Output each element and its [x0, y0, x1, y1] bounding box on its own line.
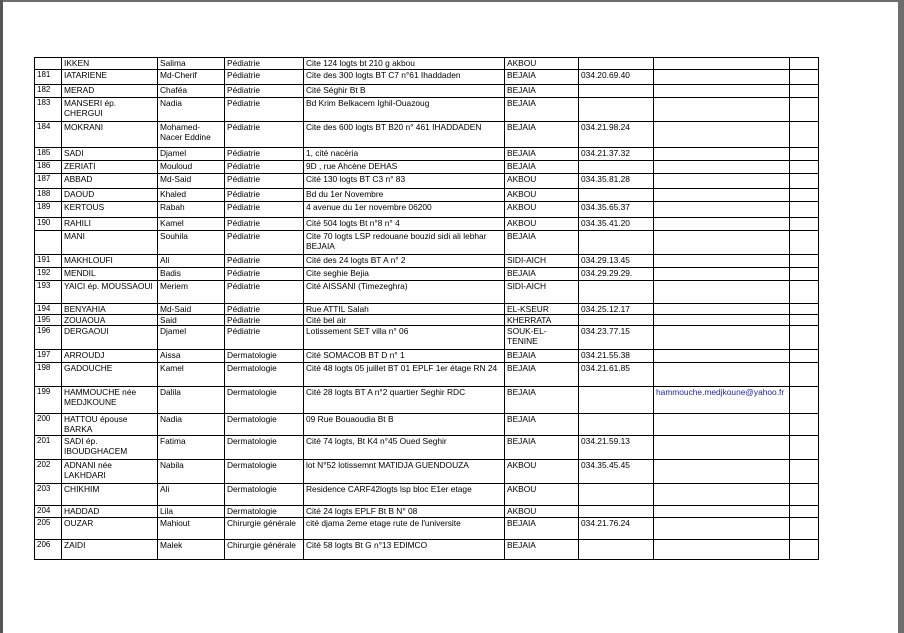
cell-extra — [790, 315, 819, 326]
cell-city: AKBOU — [505, 189, 579, 202]
cell-phone: 034.29.13.45 — [579, 255, 654, 268]
cell-email — [654, 85, 790, 98]
cell-num: 181 — [35, 70, 62, 85]
cell-first-name: Ali — [158, 255, 225, 268]
cell-num: 183 — [35, 98, 62, 122]
cell-email — [654, 202, 790, 218]
cell-email — [654, 506, 790, 518]
cell-email — [654, 326, 790, 350]
cell-city: BEJAIA — [505, 350, 579, 363]
cell-phone: 034.21.61.85 — [579, 363, 654, 387]
cell-address: Bd Krim Belkacem Ighil-Ouazoug — [304, 98, 505, 122]
table-row — [35, 484, 819, 506]
cell-extra — [790, 436, 819, 460]
table-row — [35, 540, 819, 560]
cell-address: Cité des 24 logts BT A n° 2 — [304, 255, 505, 268]
cell-address: Cité 28 logts BT A n°2 quartier Seghir RDC — [304, 387, 505, 414]
cell-extra — [790, 387, 819, 414]
window-left-border — [0, 0, 3, 633]
cell-specialty: Dermatologie — [225, 460, 304, 484]
cell-num: 205 — [35, 518, 62, 540]
table-row — [35, 174, 819, 189]
cell-first-name: Chaféa — [158, 85, 225, 98]
cell-address: Cité 130 logts BT C3 n° 83 — [304, 174, 505, 189]
cell-name: MOKRANI — [62, 122, 158, 148]
cell-email — [654, 58, 790, 70]
cell-first-name: Ali — [158, 484, 225, 506]
cell-first-name: Nadia — [158, 98, 225, 122]
cell-phone: 034.21.55.38 — [579, 350, 654, 363]
cell-specialty: Pédiatrie — [225, 268, 304, 281]
cell-email — [654, 436, 790, 460]
cell-extra — [790, 174, 819, 189]
cell-name: YAICI ép. MOUSSAOUI — [62, 281, 158, 304]
cell-email — [654, 304, 790, 315]
cell-city: AKBOU — [505, 58, 579, 70]
cell-num: 193 — [35, 281, 62, 304]
cell-city: BEJAIA — [505, 387, 579, 414]
cell-specialty: Pédiatrie — [225, 98, 304, 122]
cell-first-name: Rabah — [158, 202, 225, 218]
cell-num — [35, 231, 62, 255]
cell-address: Cite seghie Bejia — [304, 268, 505, 281]
cell-first-name: Souhila — [158, 231, 225, 255]
cell-specialty: Dermatologie — [225, 436, 304, 460]
cell-first-name: Djamel — [158, 148, 225, 161]
cell-first-name: Md-Said — [158, 174, 225, 189]
cell-first-name: Mouloud — [158, 161, 225, 174]
cell-name: MERAD — [62, 85, 158, 98]
table-row — [35, 202, 819, 218]
cell-name: ZOUAOUA — [62, 315, 158, 326]
cell-first-name: Salima — [158, 58, 225, 70]
cell-first-name: Kamel — [158, 218, 225, 231]
cell-name: BENYAHIA — [62, 304, 158, 315]
cell-extra — [790, 363, 819, 387]
table-row — [35, 350, 819, 363]
cell-specialty: Pédiatrie — [225, 70, 304, 85]
cell-specialty: Dermatologie — [225, 363, 304, 387]
cell-first-name: Said — [158, 315, 225, 326]
cell-num: 182 — [35, 85, 62, 98]
cell-first-name: Mohamed-Nacer Eddine — [158, 122, 225, 148]
cell-phone: 034.20.69.40 — [579, 70, 654, 85]
cell-extra — [790, 518, 819, 540]
window-top-border — [0, 0, 904, 2]
cell-name: HATTOU épouse BARKA — [62, 414, 158, 436]
table-row — [35, 414, 819, 436]
cell-email — [654, 189, 790, 202]
cell-city: AKBOU — [505, 460, 579, 484]
cell-city: BEJAIA — [505, 231, 579, 255]
cell-phone — [579, 414, 654, 436]
cell-extra — [790, 58, 819, 70]
cell-num: 204 — [35, 506, 62, 518]
cell-city: KHERRATA — [505, 315, 579, 326]
cell-address: Cite 124 logts bt 210 g akbou — [304, 58, 505, 70]
cell-address: 4 avenue du 1er novembre 06200 — [304, 202, 505, 218]
cell-name: MANSERI ép. CHERGUI — [62, 98, 158, 122]
cell-specialty: Pédiatrie — [225, 281, 304, 304]
cell-num: 188 — [35, 189, 62, 202]
cell-first-name: Lila — [158, 506, 225, 518]
cell-extra — [790, 255, 819, 268]
cell-phone — [579, 231, 654, 255]
cell-address: 09 Rue Bouaoudia Bt B — [304, 414, 505, 436]
cell-extra — [790, 122, 819, 148]
cell-specialty: Dermatologie — [225, 484, 304, 506]
doctors-table — [34, 57, 819, 560]
cell-city: SOUK-EL-TENINE — [505, 326, 579, 350]
cell-address: 9D , rue Ahcène DEHAS — [304, 161, 505, 174]
cell-name: ZERIATI — [62, 161, 158, 174]
cell-specialty: Pédiatrie — [225, 255, 304, 268]
cell-city: BEJAIA — [505, 436, 579, 460]
cell-city: AKBOU — [505, 506, 579, 518]
cell-num: 198 — [35, 363, 62, 387]
cell-email — [654, 218, 790, 231]
cell-email — [654, 98, 790, 122]
cell-num: 184 — [35, 122, 62, 148]
cell-name: DERGAOUI — [62, 326, 158, 350]
cell-phone: 034.35.41.20 — [579, 218, 654, 231]
cell-address: Rue ATTIL Salah — [304, 304, 505, 315]
cell-specialty: Dermatologie — [225, 414, 304, 436]
cell-specialty: Pédiatrie — [225, 202, 304, 218]
cell-email — [654, 231, 790, 255]
cell-num: 194 — [35, 304, 62, 315]
cell-specialty: Pédiatrie — [225, 122, 304, 148]
table-row — [35, 460, 819, 484]
table-row — [35, 436, 819, 460]
cell-phone — [579, 161, 654, 174]
cell-phone: 034.25.12.17 — [579, 304, 654, 315]
cell-name: OUZAR — [62, 518, 158, 540]
cell-name: RAHILI — [62, 218, 158, 231]
cell-extra — [790, 148, 819, 161]
cell-num: 192 — [35, 268, 62, 281]
cell-extra — [790, 189, 819, 202]
cell-city: BEJAIA — [505, 414, 579, 436]
cell-first-name: Kamel — [158, 363, 225, 387]
cell-city: BEJAIA — [505, 98, 579, 122]
cell-city: SIDI-AICH — [505, 281, 579, 304]
cell-extra — [790, 268, 819, 281]
cell-first-name: Meriem — [158, 281, 225, 304]
cell-email — [654, 460, 790, 484]
cell-num: 185 — [35, 148, 62, 161]
cell-address: Cite des 300 logts BT C7 n°61 Ihaddaden — [304, 70, 505, 85]
cell-extra — [790, 98, 819, 122]
cell-extra — [790, 281, 819, 304]
cell-address: Cité 58 logts Bt G n°13 EDIMCO — [304, 540, 505, 560]
cell-email — [654, 161, 790, 174]
cell-phone: 034.21.37.32 — [579, 148, 654, 161]
table-row — [35, 363, 819, 387]
cell-address: Residence CARF42logts lsp bloc E1er etage — [304, 484, 505, 506]
cell-first-name: Khaled — [158, 189, 225, 202]
cell-phone: 034.35.65.37 — [579, 202, 654, 218]
cell-city: SIDI-AICH — [505, 255, 579, 268]
scrollbar-track[interactable] — [898, 0, 904, 633]
cell-phone: 034.21.59.13 — [579, 436, 654, 460]
cell-specialty: Dermatologie — [225, 387, 304, 414]
cell-name: GADOUCHE — [62, 363, 158, 387]
table-row — [35, 281, 819, 304]
cell-first-name: Nabila — [158, 460, 225, 484]
cell-specialty: Pédiatrie — [225, 58, 304, 70]
table-row — [35, 268, 819, 281]
cell-phone — [579, 98, 654, 122]
cell-extra — [790, 326, 819, 350]
cell-name: SADI — [62, 148, 158, 161]
cell-address: Cité 74 logts, Bt K4 n°45 Oued Seghir — [304, 436, 505, 460]
cell-num: 196 — [35, 326, 62, 350]
cell-first-name: Aissa — [158, 350, 225, 363]
cell-email — [654, 70, 790, 85]
table-row — [35, 518, 819, 540]
cell-name: CHIKHIM — [62, 484, 158, 506]
cell-specialty: Pédiatrie — [225, 231, 304, 255]
cell-num: 202 — [35, 460, 62, 484]
table-row — [35, 387, 819, 414]
cell-name: HAMMOUCHE née MEDJKOUNE — [62, 387, 158, 414]
table-row — [35, 326, 819, 350]
cell-email — [654, 540, 790, 560]
cell-city: BEJAIA — [505, 70, 579, 85]
cell-extra — [790, 350, 819, 363]
cell-extra — [790, 506, 819, 518]
cell-name: MENDIL — [62, 268, 158, 281]
cell-address: Cité bel air — [304, 315, 505, 326]
cell-extra — [790, 540, 819, 560]
cell-specialty: Pédiatrie — [225, 326, 304, 350]
table-row — [35, 304, 819, 315]
cell-address: Cité 504 logts Bt n°8 n° 4 — [304, 218, 505, 231]
cell-address: Cité SOMACOB BT D n° 1 — [304, 350, 505, 363]
cell-name: ARROUDJ — [62, 350, 158, 363]
cell-num: 190 — [35, 218, 62, 231]
cell-num: 197 — [35, 350, 62, 363]
cell-address: Cite 70 logts LSP redouane bouzid sidi ali lebhar BEJAIA — [304, 231, 505, 255]
cell-phone — [579, 189, 654, 202]
cell-address: cité djama 2eme etage rute de l'universite — [304, 518, 505, 540]
cell-address: Cité 24 logts EPLF Bt B N° 08 — [304, 506, 505, 518]
cell-city: BEJAIA — [505, 540, 579, 560]
cell-city: AKBOU — [505, 174, 579, 189]
cell-phone: 034.29.29.29. — [579, 268, 654, 281]
cell-specialty: Pédiatrie — [225, 148, 304, 161]
cell-first-name: Badis — [158, 268, 225, 281]
cell-city: AKBOU — [505, 484, 579, 506]
cell-name: ZAIDI — [62, 540, 158, 560]
cell-name: IKKEN — [62, 58, 158, 70]
cell-phone — [579, 281, 654, 304]
cell-extra — [790, 85, 819, 98]
table-row — [35, 122, 819, 148]
cell-address: Bd du 1er Novembre — [304, 189, 505, 202]
cell-phone — [579, 315, 654, 326]
cell-email — [654, 268, 790, 281]
cell-num: 201 — [35, 436, 62, 460]
cell-city: BEJAIA — [505, 518, 579, 540]
cell-name: ABBAD — [62, 174, 158, 189]
cell-city: BEJAIA — [505, 122, 579, 148]
cell-phone — [579, 506, 654, 518]
table-row — [35, 148, 819, 161]
cell-address: lot N°52 lotissemnt MATIDJA GUENDOUZA — [304, 460, 505, 484]
cell-name: ADNANI née LAKHDARI — [62, 460, 158, 484]
document-sheet — [34, 57, 819, 560]
cell-extra — [790, 70, 819, 85]
cell-email — [654, 484, 790, 506]
cell-specialty: Pédiatrie — [225, 315, 304, 326]
cell-specialty: Pédiatrie — [225, 189, 304, 202]
cell-email[interactable]: hammouche.medjkoune@yahoo.fr — [654, 387, 790, 414]
cell-first-name: Dalila — [158, 387, 225, 414]
cell-email — [654, 174, 790, 189]
cell-phone: 034.35.81.28 — [579, 174, 654, 189]
cell-name: MAKHLOUFI — [62, 255, 158, 268]
cell-name: KERTOUS — [62, 202, 158, 218]
cell-num: 199 — [35, 387, 62, 414]
cell-specialty: Chirurgie générale — [225, 540, 304, 560]
cell-extra — [790, 484, 819, 506]
cell-email — [654, 281, 790, 304]
cell-name: HADDAD — [62, 506, 158, 518]
cell-first-name: Mahiout — [158, 518, 225, 540]
cell-city: AKBOU — [505, 218, 579, 231]
cell-phone: 034.35.45.45 — [579, 460, 654, 484]
cell-specialty: Dermatologie — [225, 350, 304, 363]
cell-phone — [579, 484, 654, 506]
cell-num: 195 — [35, 315, 62, 326]
cell-city: AKBOU — [505, 202, 579, 218]
table-row — [35, 231, 819, 255]
cell-name: DAOUD — [62, 189, 158, 202]
cell-num: 189 — [35, 202, 62, 218]
cell-specialty: Pédiatrie — [225, 85, 304, 98]
cell-num: 200 — [35, 414, 62, 436]
cell-city: EL-KSEUR — [505, 304, 579, 315]
cell-phone — [579, 85, 654, 98]
cell-address: Cite des 600 logts BT B20 n° 461 IHADDADEN — [304, 122, 505, 148]
cell-first-name: Md-Cherif — [158, 70, 225, 85]
cell-phone — [579, 540, 654, 560]
cell-phone — [579, 387, 654, 414]
cell-email — [654, 414, 790, 436]
cell-city: BEJAIA — [505, 85, 579, 98]
table-row — [35, 255, 819, 268]
cell-city: BEJAIA — [505, 268, 579, 281]
cell-specialty: Pédiatrie — [225, 161, 304, 174]
table-row — [35, 161, 819, 174]
cell-num: 203 — [35, 484, 62, 506]
cell-extra — [790, 218, 819, 231]
cell-num: 191 — [35, 255, 62, 268]
cell-name: SADI ép. IBOUDGHACEM — [62, 436, 158, 460]
cell-extra — [790, 414, 819, 436]
cell-first-name: Nadia — [158, 414, 225, 436]
cell-specialty: Pédiatrie — [225, 304, 304, 315]
cell-extra — [790, 161, 819, 174]
cell-phone: 034.21.76.24 — [579, 518, 654, 540]
cell-email — [654, 122, 790, 148]
table-row — [35, 506, 819, 518]
cell-num: 206 — [35, 540, 62, 560]
cell-phone — [579, 58, 654, 70]
cell-name: IATARIENE — [62, 70, 158, 85]
cell-num — [35, 58, 62, 70]
cell-num: 186 — [35, 161, 62, 174]
table-row — [35, 315, 819, 326]
cell-email — [654, 148, 790, 161]
cell-address: 1, cité nacéria — [304, 148, 505, 161]
cell-specialty: Pédiatrie — [225, 174, 304, 189]
table-row — [35, 58, 819, 70]
cell-extra — [790, 304, 819, 315]
cell-email — [654, 315, 790, 326]
cell-address: Lotissement SET villa n° 06 — [304, 326, 505, 350]
cell-email — [654, 350, 790, 363]
cell-extra — [790, 460, 819, 484]
cell-email — [654, 363, 790, 387]
cell-specialty: Dermatologie — [225, 506, 304, 518]
cell-extra — [790, 231, 819, 255]
cell-city: BEJAIA — [505, 363, 579, 387]
cell-city: BEJAIA — [505, 161, 579, 174]
cell-num: 187 — [35, 174, 62, 189]
cell-city: BEJAIA — [505, 148, 579, 161]
cell-first-name: Djamel — [158, 326, 225, 350]
cell-name: MANI — [62, 231, 158, 255]
table-row — [35, 189, 819, 202]
cell-phone: 034.23.77.15 — [579, 326, 654, 350]
cell-specialty: Pédiatrie — [225, 218, 304, 231]
table-row — [35, 98, 819, 122]
table-row — [35, 218, 819, 231]
cell-first-name: Fatima — [158, 436, 225, 460]
table-row — [35, 70, 819, 85]
cell-first-name: Md-Said — [158, 304, 225, 315]
cell-extra — [790, 202, 819, 218]
cell-address: Cité 48 logts 05 juillet BT 01 EPLF 1er étage RN 24 — [304, 363, 505, 387]
cell-email — [654, 255, 790, 268]
cell-phone: 034.21.98.24 — [579, 122, 654, 148]
cell-email — [654, 518, 790, 540]
cell-address: Cité AISSANI (Timezeghra) — [304, 281, 505, 304]
cell-specialty: Chirurgie générale — [225, 518, 304, 540]
cell-first-name: Malek — [158, 540, 225, 560]
cell-address: Cité Séghir Bt B — [304, 85, 505, 98]
table-row — [35, 85, 819, 98]
